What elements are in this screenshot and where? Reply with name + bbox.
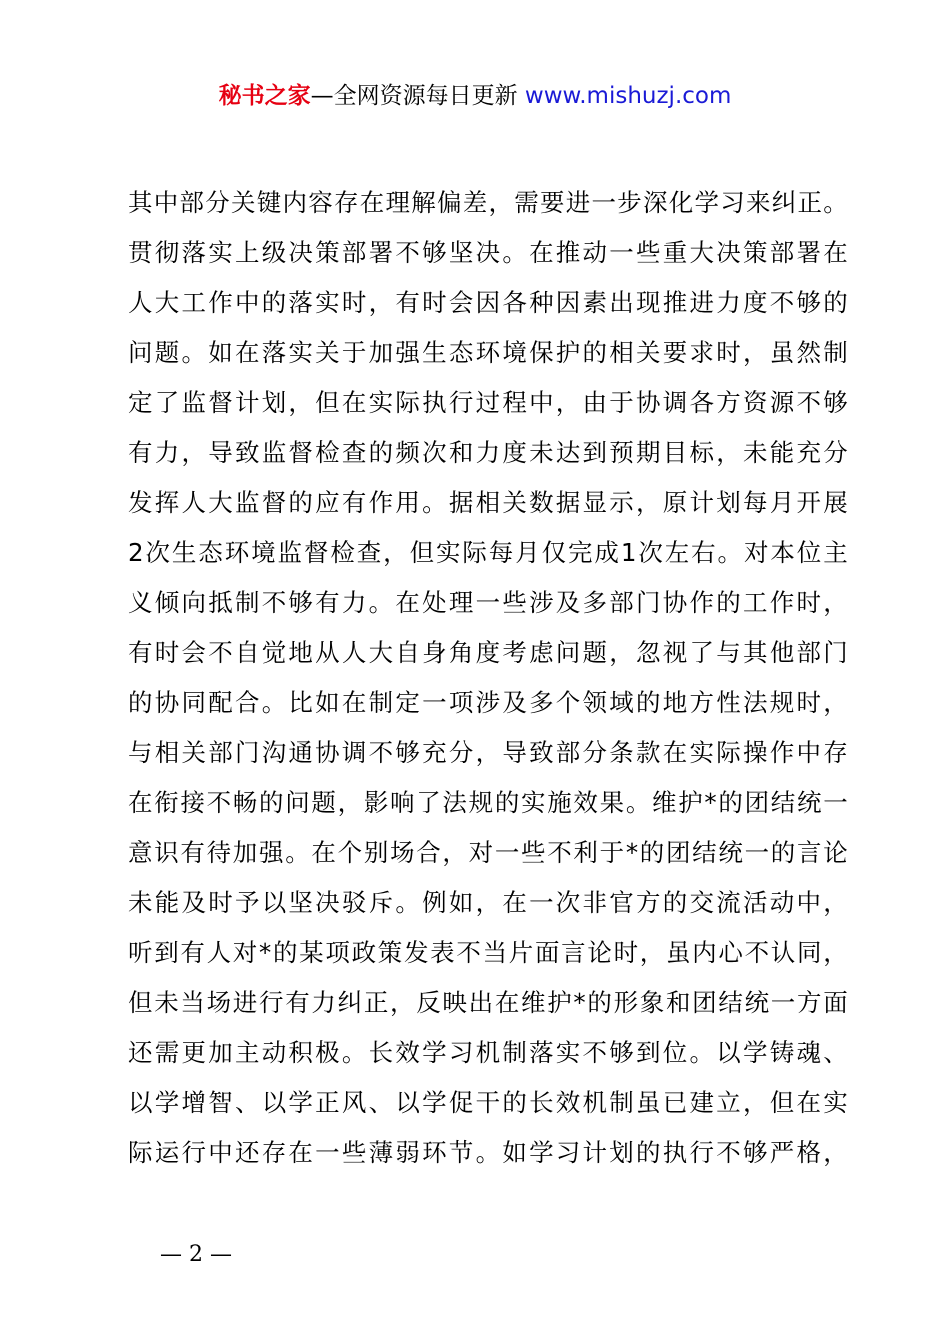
body-line: 问题。如在落实关于加强生态环境保护的相关要求时，虽然制	[128, 338, 848, 367]
body-line: 有力，导致监督检查的频次和力度未达到预期目标，未能充分	[128, 438, 848, 467]
body-line: 发挥人大监督的应有作用。据相关数据显示，原计划每月开展	[128, 488, 848, 517]
body-line: 在衔接不畅的问题，影响了法规的实施效果。维护*的团结统一	[128, 788, 848, 817]
body-line: 人大工作中的落实时，有时会因各种因素出现推进力度不够的	[128, 288, 848, 317]
body-line: 还需更加主动积极。长效学习机制落实不够到位。以学铸魂、	[128, 1038, 848, 1067]
body-line: 际运行中还存在一些薄弱环节。如学习计划的执行不够严格，	[128, 1138, 848, 1167]
document-body	[128, 178, 848, 1178]
body-line: 的协同配合。比如在制定一项涉及多个领域的地方性法规时，	[128, 688, 848, 717]
body-line: 义倾向抵制不够有力。在处理一些涉及多部门协作的工作时，	[128, 588, 848, 617]
brand-name: 秘书之家	[218, 83, 311, 109]
body-line: 但未当场进行有力纠正，反映出在维护*的形象和团结统一方面	[128, 988, 848, 1017]
site-url[interactable]: www.mishuzj.com	[524, 83, 732, 109]
header-tagline: —全网资源每日更新	[310, 83, 518, 109]
body-line: 定了监督计划，但在实际执行过程中，由于协调各方资源不够	[128, 388, 848, 417]
page-number: — 2 —	[160, 1242, 232, 1267]
body-line: 听到有人对*的某项政策发表不当片面言论时，虽内心不认同，	[128, 938, 848, 967]
body-line: 与相关部门沟通协调不够充分，导致部分条款在实际操作中存	[128, 738, 848, 767]
body-line: 其中部分关键内容存在理解偏差，需要进一步深化学习来纠正。	[128, 188, 848, 217]
body-line: 未能及时予以坚决驳斥。例如，在一次非官方的交流活动中，	[128, 888, 848, 917]
body-line: 以学增智、以学正风、以学促干的长效机制虽已建立，但在实	[128, 1088, 848, 1117]
body-line: 有时会不自觉地从人大自身角度考虑问题，忽视了与其他部门	[128, 638, 848, 667]
body-line: 意识有待加强。在个别场合，对一些不利于*的团结统一的言论	[128, 838, 848, 867]
body-line: 2次生态环境监督检查，但实际每月仅完成1次左右。对本位主	[128, 538, 848, 567]
site-header	[0, 78, 950, 114]
body-line: 贯彻落实上级决策部署不够坚决。在推动一些重大决策部署在	[128, 238, 848, 267]
